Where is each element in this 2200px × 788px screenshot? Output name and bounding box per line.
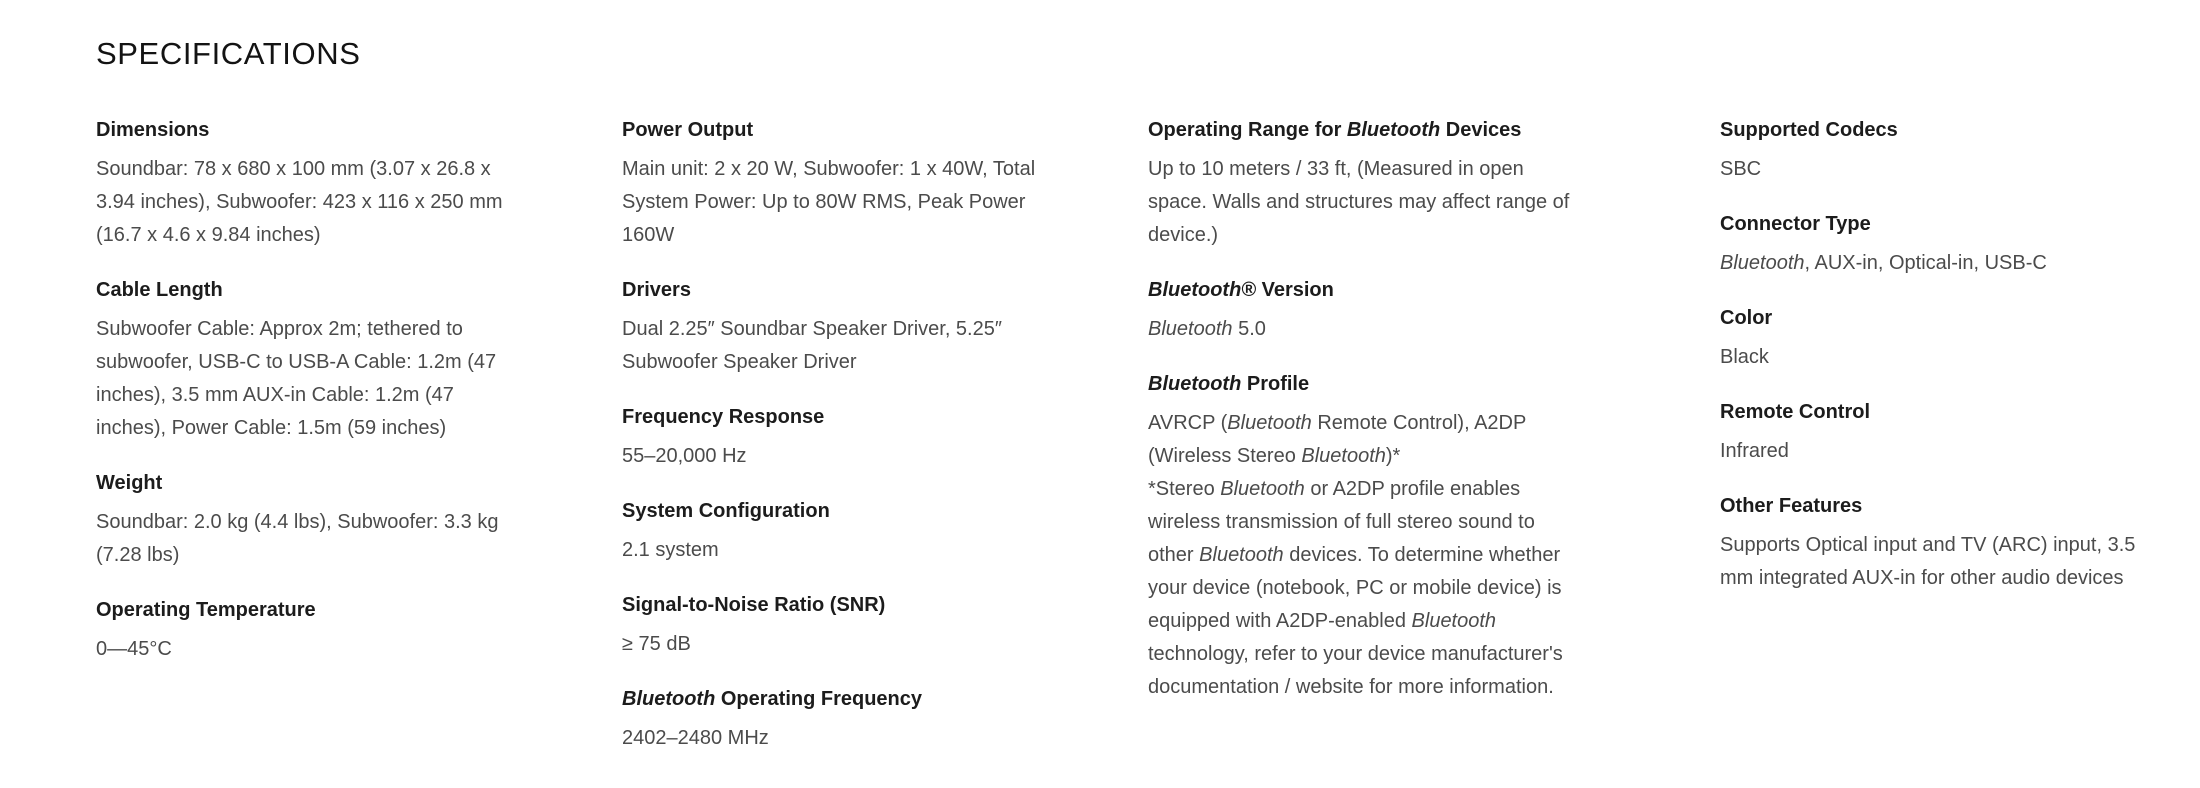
spec-label: Bluetooth® Version xyxy=(1148,279,1334,301)
spec-value: Black xyxy=(1720,346,1769,368)
spec-column xyxy=(96,116,526,690)
spec-section xyxy=(96,469,526,572)
spec-section xyxy=(622,116,1052,252)
spec-section xyxy=(622,497,1052,567)
spec-value: 2402–2480 MHz xyxy=(622,727,769,749)
spec-section xyxy=(622,403,1052,473)
spec-value: Subwoofer Cable: Approx 2m; tethered to subwoofer, USB-C to USB-A Cable: 1.2m (47 inches), 3.5 mm AUX-in Cable: 1.2m (47 inches), Power Cable: 1.5m (59 inches) xyxy=(96,318,497,439)
spec-value: Soundbar: 2.0 kg (4.4 lbs), Subwoofer: 3.3 kg (7.28 lbs) xyxy=(96,511,499,566)
spec-label: Other Features xyxy=(1720,495,1863,517)
spec-section xyxy=(1720,116,2150,186)
spec-label: Bluetooth Profile xyxy=(1148,373,1310,395)
spec-value: Infrared xyxy=(1720,440,1789,462)
spec-label: Dimensions xyxy=(96,119,210,141)
spec-label: Bluetooth Operating Frequency xyxy=(622,688,923,710)
spec-section xyxy=(622,685,1052,755)
spec-section xyxy=(1720,398,2150,468)
spec-value: 55–20,000 Hz xyxy=(622,445,747,467)
spec-section xyxy=(1148,116,1578,252)
spec-label: Power Output xyxy=(622,119,754,141)
spec-value: Up to 10 meters / 33 ft, (Measured in open space. Walls and structures may affect range of device.) xyxy=(1148,158,1570,246)
spec-section xyxy=(622,276,1052,379)
spec-value: SBC xyxy=(1720,158,1762,180)
spec-value: ≥ 75 dB xyxy=(622,633,691,655)
spec-label: Frequency Response xyxy=(622,406,825,428)
spec-section xyxy=(1720,304,2150,374)
spec-section xyxy=(1148,370,1578,704)
spec-label: Signal-to-Noise Ratio (SNR) xyxy=(622,594,886,616)
spec-value: Bluetooth, AUX-in, Optical-in, USB-C xyxy=(1720,252,2047,274)
spec-value: Dual 2.25″ Soundbar Speaker Driver, 5.25″ Subwoofer Speaker Driver xyxy=(622,318,1002,373)
spec-value: AVRCP (Bluetooth Remote Control), A2DP (Wireless Stereo Bluetooth)* *Stereo Bluetooth or A2DP profile enables wireless transmission of full stereo sound to other Bluetooth devices. To determine whether your device (notebook, PC or mobile device) is equipped with A2DP-enabled Bluetooth technology, refer to your device manufacturer's documentation / website for more information. xyxy=(1148,412,1563,698)
spec-label: Drivers xyxy=(622,279,691,301)
spec-label: Supported Codecs xyxy=(1720,119,1898,141)
spec-value: 0—45°C xyxy=(96,638,172,660)
spec-value: Supports Optical input and TV (ARC) input, 3.5 mm integrated AUX-in for other audio devices xyxy=(1720,534,2136,589)
spec-section xyxy=(1720,492,2150,595)
spec-label: Connector Type xyxy=(1720,213,1871,235)
spec-section xyxy=(96,116,526,252)
spec-value: 2.1 system xyxy=(622,539,719,561)
spec-label: Operating Temperature xyxy=(96,599,316,621)
spec-label: Operating Range for Bluetooth Devices xyxy=(1148,119,1522,141)
spec-column xyxy=(622,116,1052,779)
spec-label: Remote Control xyxy=(1720,401,1870,423)
spec-value: Soundbar: 78 x 680 x 100 mm (3.07 x 26.8 x 3.94 inches), Subwoofer: 423 x 116 x 250 mm (16.7 x 4.6 x 9.84 inches) xyxy=(96,158,503,246)
spec-value: Bluetooth 5.0 xyxy=(1148,318,1266,340)
spec-label: Weight xyxy=(96,472,163,494)
spec-value: Main unit: 2 x 20 W, Subwoofer: 1 x 40W, Total System Power: Up to 80W RMS, Peak Power 160W xyxy=(622,158,1036,246)
page-title: SPECIFICATIONS xyxy=(96,36,361,71)
spec-label: Color xyxy=(1720,307,1773,329)
spec-section xyxy=(1148,276,1578,346)
spec-section xyxy=(96,276,526,445)
spec-column xyxy=(1720,116,2150,619)
spec-section xyxy=(96,596,526,666)
spec-section xyxy=(622,591,1052,661)
spec-label: Cable Length xyxy=(96,279,223,301)
spec-column xyxy=(1148,116,1578,728)
spec-label: System Configuration xyxy=(622,500,830,522)
spec-section xyxy=(1720,210,2150,280)
